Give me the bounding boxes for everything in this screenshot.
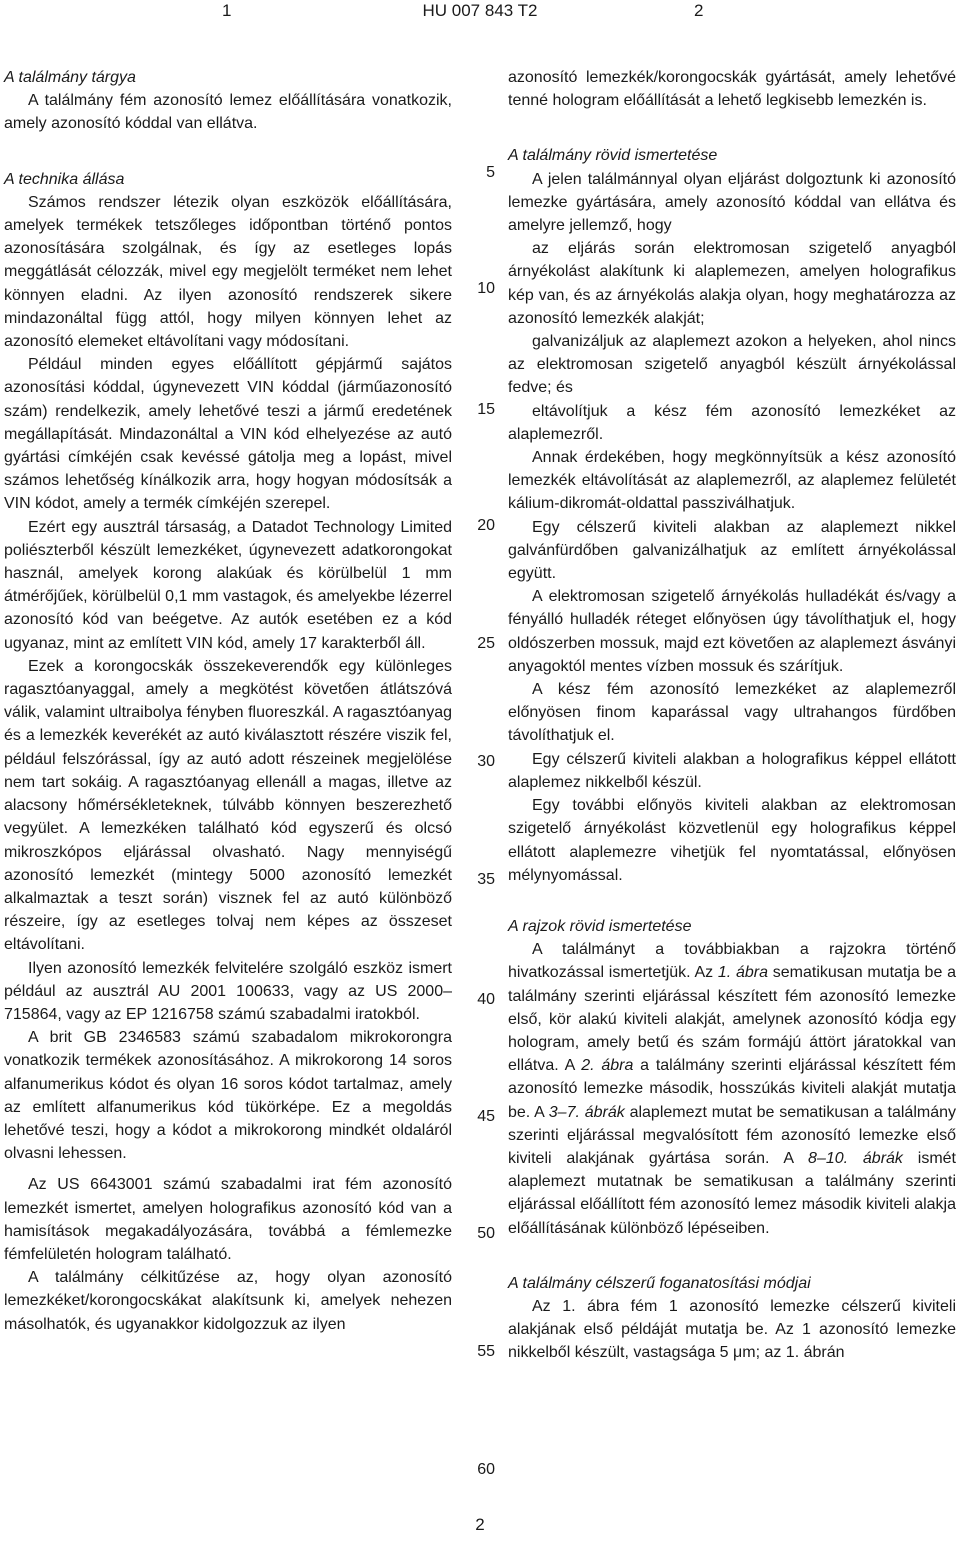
heading-embodiments: A találmány célszerű foganatosítási módjai <box>508 1274 811 1292</box>
paragraph: eltávolítjuk a kész fém azonosító lemezkéket az alaplemezről. <box>508 402 956 443</box>
heading-drawings: A rajzok rövid ismertetése <box>508 917 692 935</box>
paragraph: Az 1. ábra fém 1 azonosító lemezke célszerű kiviteli alakjának első példáját mutatja be. Az 1 azonosító lemezke nikkelből készült, vastagsága 5 μm; az 1. ábrán <box>508 1297 956 1362</box>
right-column <box>508 66 956 1365</box>
line-number: 55 <box>477 1343 495 1360</box>
line-number: 5 <box>486 164 495 181</box>
paragraph: Egy célszerű kiviteli alakban az alaplemezt nikkel galvánfürdőben galvanizálhatjuk az említett árnyékolással együtt. <box>508 518 956 583</box>
line-number: 35 <box>477 871 495 888</box>
left-page-number: 1 <box>222 1 232 20</box>
paragraph: Egy célszerű kiviteli alakban a holografikus képpel ellátott alaplemez nikkelből készül. <box>508 750 956 791</box>
page-footer-number: 2 <box>475 1515 485 1534</box>
paragraph: galvanizáljuk az alaplemezt azokon a helyeken, ahol nincs az elektromosan szigetelő anyagból készült árnyékolással fedve; és <box>508 333 956 397</box>
right-page-number: 2 <box>694 1 704 20</box>
paragraph: Az US 6643001 számú szabadalmi irat fém azonosító lemezkét ismertet, amelyen holografikus azonosító kód van a hamisítások megakadályozására, továbbá a fémlemezke fémfelületén hologram található. <box>4 1176 452 1263</box>
paragraph: Ezek a korongocskák összekeverendők egy különleges ragasztóanyaggal, amely a megkötést követően átlátszóvá válik, valamint ultraibolya fényben fluoreszkál. A ragasztóanyag és a lemezkék keverékét az autó kiválasztott részére viszik fel, például felszórással, így az autó adott részeinek megjelölése nem tart sokáig. A ragasztóanyag ellenáll a magas, illetve az alacsony hőmérsékleteknek, túlvább könnyen beszerezhető vegyület. A lemezkéken található kód egyszerű és olcsó mikroszkópos eljárással olvasható. Nagy mennyiségű azonosító lemezkét (mintegy 5000 azonosító lemezkét alkalmaztak a teszt során) visznek fel az autó különböző részeire, így az esetleges tolvaj nem képes az összeset eltávolítani. <box>4 657 452 954</box>
paragraph: A brit GB 2346583 számú szabadalom mikrokorongra vonatkozik termékek azonosításához. A mikrokorong 14 soros alfanumerikus kódot és olyan 16 soros kódot tartalmaz, amely az említett alfanumerikus kód tükörképe. Ez a megoldás lehetővé teszi, hogy a kódot a mikrokorong mindkét oldaláról olvasni lehessen. <box>4 1029 452 1163</box>
paragraph: Például minden egyes előállított gépjármű sajátos azonosítási kóddal, úgynevezett VIN kóddal (járműazonosító szám) rendelkezik, amely lehetővé teszi a jármű eredetének megállapítását. Mindazonáltal a VIN kód elhelyezése az autó gyártási címkéjén csak kevéssé gátolja meg a lopást, mivel számos lehetőség kínálkozik arra, hogy hogyan módosítsák a VIN kódot, amely a termék címkéjén szerepel. <box>4 356 452 513</box>
paragraph: az eljárás során elektromosan szigetelő anyagból árnyékolást alakítunk ki alaplemezen, amelyen holografikus kép van, és az árnyékolás alakja olyan, hogy meghatározza az azonosító lemezkék alakját; <box>508 240 956 327</box>
figure-reference: 1. ábra <box>717 964 769 982</box>
paragraph: Ezért egy ausztrál társaság, a Datadot Technology Limited poliészterből készült lemezkéket, úgynevezett adatkorongokat használ, amelyek korong alakúak és körülbelül 1 mm átmérőjűek, körülbelül 0,1 mm vastagok, és amelyekbe lézerrel azonosító kód van beégetve. Az autók esetében ez a kód ugyanaz, mint az említett VIN kód, amely 17 karakterből áll. <box>4 518 452 652</box>
line-numbers <box>455 0 505 1541</box>
heading-summary: A találmány rövid ismertetése <box>508 147 718 165</box>
line-number: 50 <box>477 1225 495 1242</box>
figure-reference: 3–7. ábrák <box>548 1103 625 1121</box>
paragraph: Annak érdekében, hogy megkönnyítsük a kész azonosító lemezkék eltávolítását az alaplemezről, az alaplemez felületét kálium-dikromát-oldattal passziválhatjuk. <box>508 449 956 513</box>
paragraph: A kész fém azonosító lemezkéket az alaplemezről előnyösen finom kaparással vagy ultrahangos fürdőben távolíthatjuk el. <box>508 681 956 745</box>
figure-reference: 2. ábra <box>581 1057 634 1075</box>
paragraph: A elektromosan szigetelő árnyékolás hulladékát és/vagy a fényálló hulladék réteget előnyösen úgy távolíthatjuk el, hogy oldószerben mossuk, majd ezt követően az alaplemezt ásványi anyagoktól mentes vízben mossuk és szárítjuk. <box>508 588 956 675</box>
heading-subject: A találmány tárgya <box>4 69 136 86</box>
line-number: 15 <box>477 401 495 418</box>
figure-reference: 8–10. ábrák <box>808 1149 903 1167</box>
heading-prior-art: A technika állása <box>4 170 125 188</box>
paragraph: Egy további előnyös kiviteli alakban az elektromosan szigetelő árnyékolást közvetlenül egy holografikus képpel ellátott alaplemezre vihetjük fel nyomtatással, előnyösen mélynyomással. <box>508 797 956 884</box>
line-number: 25 <box>477 635 495 652</box>
paragraph: A jelen találmánnyal olyan eljárást dolgoztunk ki azonosító lemezke gyártására, amely azonosító kóddal van ellátva és amelyre jellemző, hogy <box>508 170 956 235</box>
line-number: 60 <box>477 1461 495 1478</box>
paragraph-drawings: A találmányt a továbbiakban a rajzokra történő hivatkozással ismertetjük. Az 1. ábra sematikusan mutatja be a találmány szerinti eljárással készített fém azonosító lemezke első, kör alakú kiviteli alakját, amelynek azonosító kódja egy hologram, amely betű és szám formájú áttört járatokkal van ellátva. A 2. ábra a találmány szerinti eljárással készített fém azonosító lemezke második, hosszúkás kiviteli alakját mutatja be. A 3–7. ábrák alaplemezt mutat be sematikusan a találmány szerinti eljárással megvalósított fém azonosító lemezke első kiviteli alakjának gyártása során. A 8–10. ábrák ismét alaplemezt mutatnak be sematikusan a találmány szerinti eljárással előállított fém azonosító lemez második kiviteli alakja előállításának különböző lépéseiben. <box>508 941 957 1237</box>
paragraph: A találmány célkitűzése az, hogy olyan azonosító lemezkéket/korongocskákat alakítsunk ki, amelyek nehezen másolhatók, és ugyanakkor kidolgozzuk az ilyen <box>4 1269 452 1333</box>
line-number: 20 <box>477 517 495 534</box>
left-column <box>4 66 452 1336</box>
paragraph: Számos rendszer létezik olyan eszközök előállítására, amelyek termékek tetszőleges időpontban történő pontos azonosítására szolgálnak, és így az esetleges lopás meggátlását célozzák, mivel egy megjelölt terméket nem lehet könnyen eladni. Az ilyen azonosító rendszerek sikere mindazonáltal függ attól, hogy milyen könnyen lehet az azonosító elemeket eltávolítani vagy módosítani. <box>4 193 452 351</box>
paragraph-subject: A találmány fém azonosító lemez előállítására vonatkozik, amely azonosító kóddal van ellátva. <box>4 92 452 133</box>
line-number: 30 <box>477 753 495 770</box>
line-number: 45 <box>477 1108 495 1125</box>
line-number: 40 <box>477 991 495 1008</box>
line-number: 10 <box>477 280 495 297</box>
paragraph-continuation: azonosító lemezkék/korongocskák gyártását, amely lehetővé tenné hologram előállítását a lehető legkisebb lemezkén is. <box>508 69 956 110</box>
document-number: HU 007 843 T2 <box>422 1 538 20</box>
paragraph: Ilyen azonosító lemezkék felvitelére szolgáló eszköz ismert például az ausztrál AU 2001 100633, vagy az US 2000–715864, vagy az EP 1216758 számú szabadalmi iratokból. <box>4 959 452 1023</box>
